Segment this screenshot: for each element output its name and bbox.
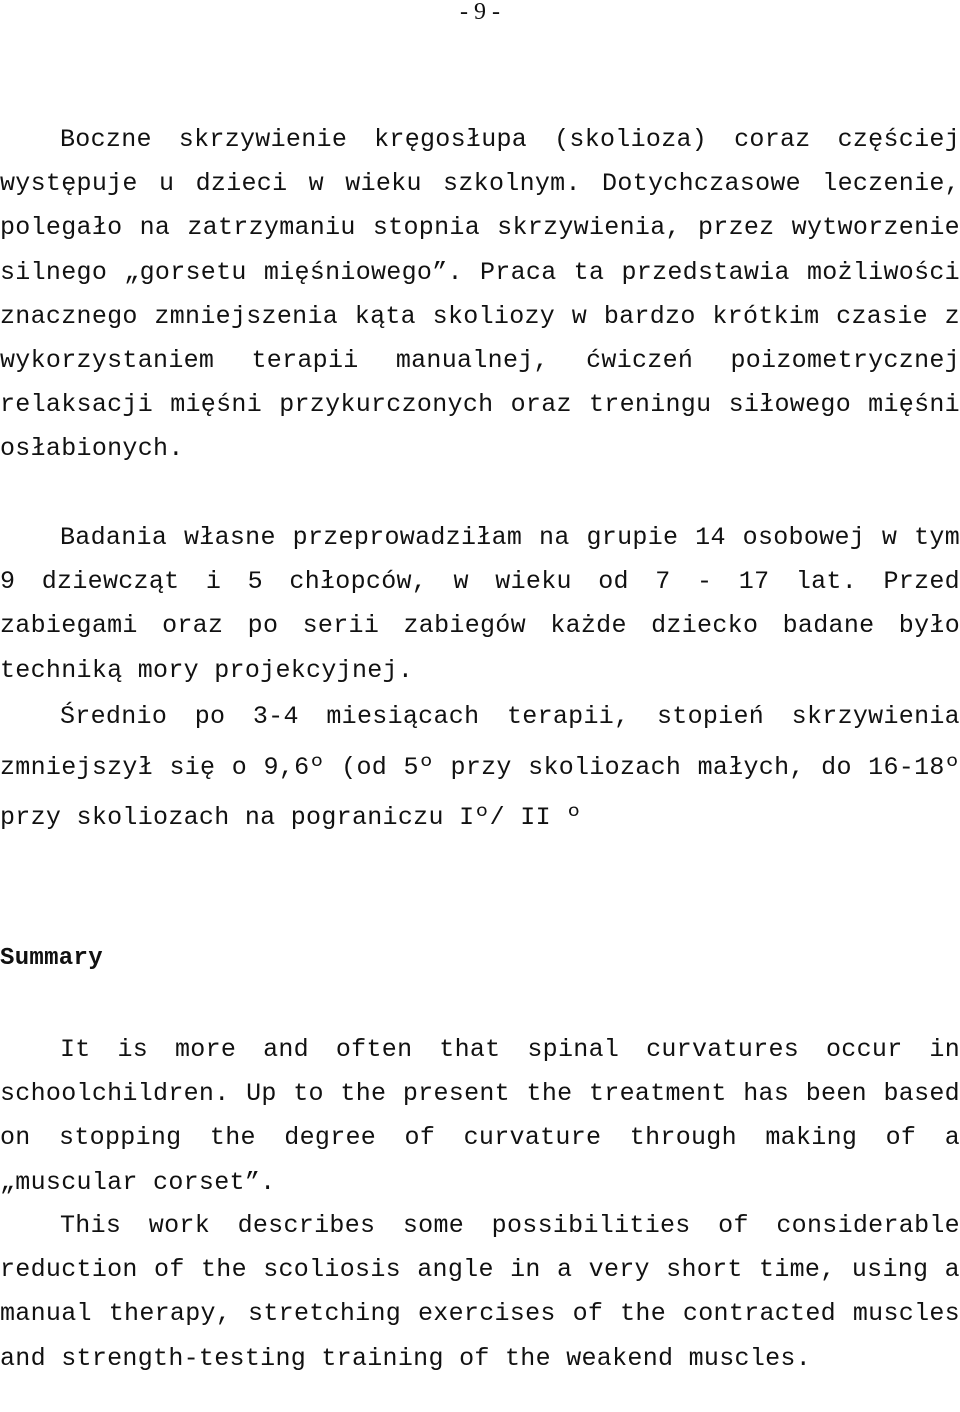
summary-paragraph-1: It is more and often that spinal curvatures occur in schoolchildren. Up to the present the treatment has been based on stopping the degree of curvature through making of a „muscular corset”. xyxy=(0,1035,960,1197)
page-number: - 9 - xyxy=(460,0,500,25)
abstract-paragraph-3: Średnio po 3-4 miesiącach terapii, stopień skrzywienia zmniejszył się o 9,6º (od 5º przy skoliozach małych, do 16-18º przy skoliozach na pograniczu Iº/ II º xyxy=(0,702,960,832)
summary-paragraph-2: This work describes some possibilities of considerable reduction of the scoliosis angle in a very short time, using a manual therapy, stretching exercises of the contracted muscles and strength-testing training of the weakend muscles. xyxy=(0,1211,960,1373)
abstract-paragraph-2: Badania własne przeprowadziłam na grupie 14 osobowej w tym 9 dziewcząt i 5 chłopców, w wieku od 7 - 17 lat. Przed zabiegami oraz po serii zabiegów każde dziecko badane było techniką mory projekcyjnej. xyxy=(0,523,960,685)
summary-heading: Summary xyxy=(0,945,103,972)
abstract-paragraph-1: Boczne skrzywienie kręgosłupa (skolioza) coraz częściej występuje u dzieci w wieku szkolnym. Dotychczasowe leczenie, polegało na zatrzymaniu stopnia skrzywienia, przez wytworzenie silnego „gorsetu mięśniowego”. Praca ta przedstawia możliwości znacznego zmniejszenia kąta skoliozy w bardzo krótkim czasie z wykorzystaniem terapii manualnej, ćwiczeń poizometrycznej relaksacji mięśni przykurczonych oraz treningu siłowego mięśni osłabionych. xyxy=(0,125,960,464)
